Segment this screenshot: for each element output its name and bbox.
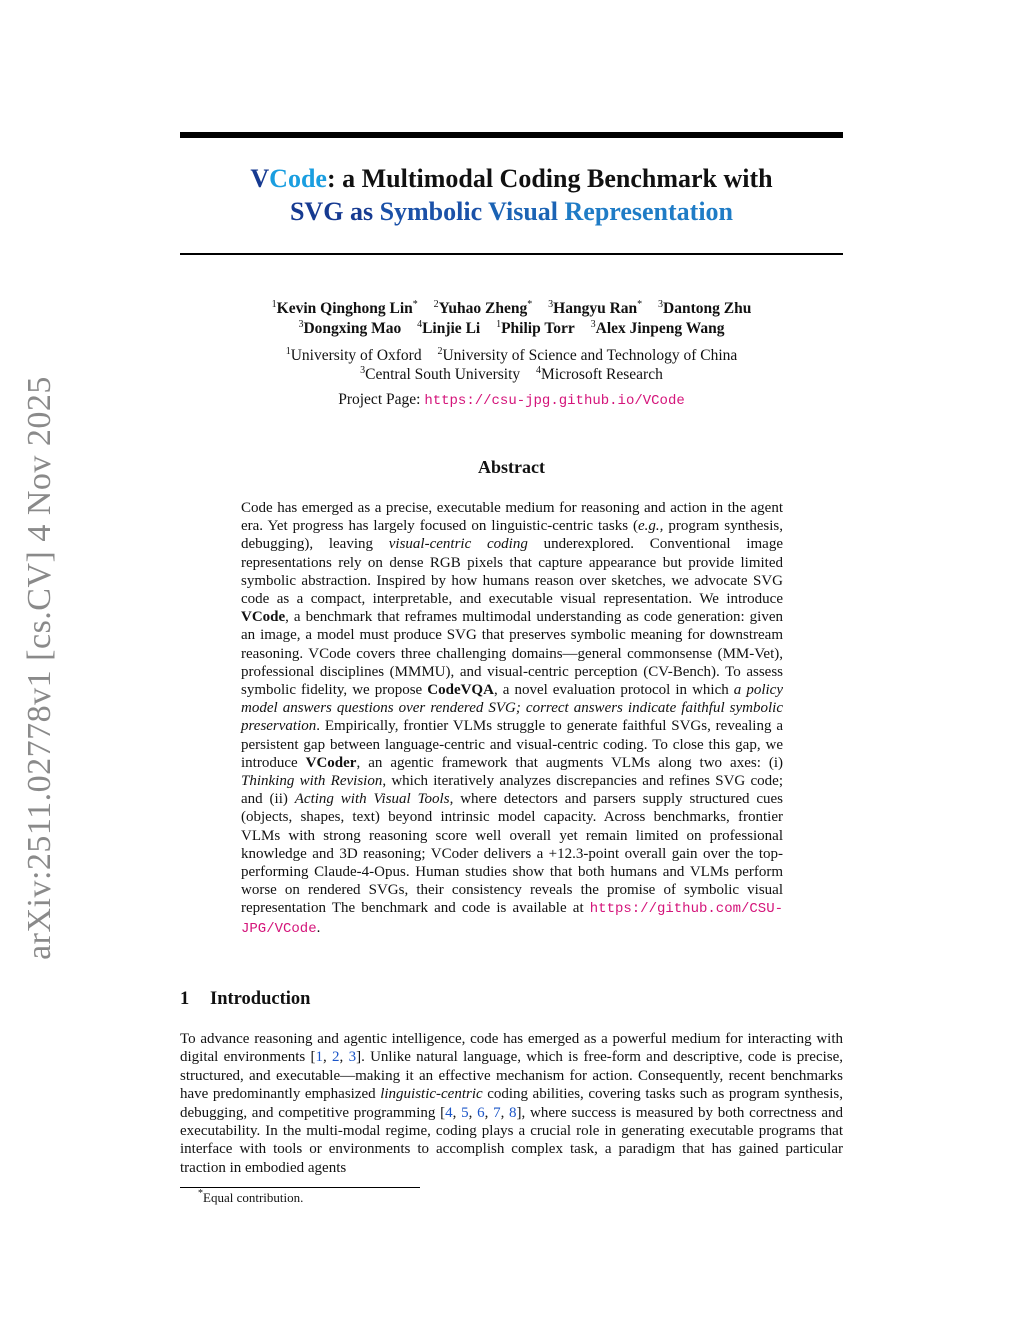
- citation-link[interactable]: 7: [493, 1104, 501, 1121]
- title-symbolic: Symbolic: [379, 197, 483, 226]
- author: $^2$Yuhao Zheng*: [433, 299, 533, 317]
- section-title: Introduction: [210, 989, 311, 1009]
- author: $^3$Alex Jinpeng Wang: [590, 319, 725, 337]
- section-heading: [180, 989, 843, 1010]
- title-svg: SVG: [289, 197, 344, 226]
- title-vcode-code: Code: [269, 164, 327, 193]
- affiliation-list: [180, 346, 843, 384]
- abstract-heading: Abstract: [478, 457, 545, 477]
- author: $^1$Kevin Qinghong Lin*: [271, 299, 418, 317]
- citation-link[interactable]: 5: [461, 1104, 469, 1121]
- footnote: *Equal contribution.: [198, 1188, 304, 1205]
- footnote-rule: [180, 1187, 420, 1188]
- introduction-paragraph: To advance reasoning and agentic intelligence, code has emerged as a powerful medium for interacting with digital environments [1, 2, 3]. Unlike natural language, which is free-form and descriptive, code is precise, structured, and executable—making it an effective mechanism for action. Consequently, recent benchmarks have predominantly emphasized linguistic-centric coding abilities, covering tasks such as program synthesis, debugging, and competitive programming [4, 5, 6, 7, 8], where success is measured by both correctness and executability. In the multi-modal regime, coding plays a crucial role in generating executable programs that interface with tools or environments to accomplish complex task, a paradigm that has gained particular traction in embodied agents: [180, 1031, 844, 1176]
- title-representation: Representation: [564, 197, 734, 226]
- title-top-rule: [180, 132, 843, 138]
- affiliation: $^4$Microsoft Research: [536, 365, 663, 383]
- paper-title: [180, 162, 843, 228]
- title-line1: : a Multimodal Coding Benchmark with: [326, 164, 773, 193]
- section-number: 1: [180, 989, 190, 1009]
- citation-link[interactable]: 6: [477, 1104, 485, 1121]
- affiliation: $^2$University of Science and Technology of China: [437, 346, 738, 364]
- code-repo-link[interactable]: https://github.com/CSU-JPG/VCode: [241, 901, 783, 937]
- citation-link[interactable]: 1: [315, 1049, 324, 1066]
- author: $^3$Hangyu Ran*: [548, 299, 643, 317]
- project-page-label: Project Page:: [338, 391, 425, 408]
- author: $^4$Linjie Li: [417, 319, 481, 337]
- author: $^3$Dantong Zhu: [658, 299, 752, 317]
- title-bottom-rule: [180, 253, 843, 255]
- title-visual: Visual: [488, 197, 559, 226]
- author: $^1$Philip Torr: [496, 319, 575, 337]
- title-as: as: [343, 197, 380, 226]
- affiliation: $^3$Central South University: [360, 365, 521, 383]
- citation-link[interactable]: 4: [445, 1104, 453, 1121]
- citation-link[interactable]: 2: [332, 1049, 340, 1066]
- title-vcode-v: V: [250, 164, 270, 193]
- author: $^3$Dongxing Mao: [298, 319, 402, 337]
- affiliation: $^1$University of Oxford: [285, 346, 422, 364]
- abstract-body: Code has emerged as a precise, executable medium for reasoning and action in the agent era. Yet progress has largely focused on linguistic-centric tasks (e.g., program synthesis, debugging), leaving visual-centric coding underexplored. Conventional image representations rely on dense RGB pixels that capture appearance but provide limited symbolic abstraction. Inspired by how humans reason over sketches, we advocate SVG code as a compact, interpretable, and executable visual representation. We introduce VCode, a benchmark that reframes multimodal understanding as code generation: given an image, a model must produce SVG that preserves symbolic meaning for downstream reasoning. VCode covers three challenging domains—general commonsense (MM-Vet), professional disciplines (MMMU), and visual-centric perception (CV-Bench). To assess symbolic fidelity, we propose CodeVQA, a novel evaluation protocol in which a policy model answers questions over rendered SVG; correct answers indicate faithful symbolic preservation. Empirically, frontier VLMs struggle to generate faithful SVGs, revealing a persistent gap between language-centric and visual-centric coding. To close this gap, we introduce VCoder, an agentic framework that augments VLMs along two axes: (i) Thinking with Revision, which iteratively analyzes discrepancies and refines SVG code; and (ii) Acting with Visual Tools, where detectors and parsers supply structured cues (objects, shapes, text) beyond intrinsic model capacity. Across benchmarks, frontier VLMs with strong reasoning score well overall yet remain limited on professional knowledge and 3D reasoning; VCoder delivers a +12.3-point overall gain over the top-performing Claude-4-Opus. Human studies show that both humans and VLMs perform worse on rendered SVGs, their consistency reveals the promise of symbolic visual representation The benchmark and code is available at https://github.com/CSU-JPG/VCode.: [241, 500, 784, 937]
- project-page-link[interactable]: https://csu-jpg.github.io/VCode: [424, 393, 685, 409]
- citation-link[interactable]: 3: [348, 1049, 357, 1066]
- arxiv-stamp: arXiv:2511.02778v1 [cs.CV] 4 Nov 2025: [21, 376, 58, 960]
- author-list: [180, 299, 843, 339]
- citation-link[interactable]: 8: [509, 1104, 517, 1121]
- project-page: [180, 390, 843, 411]
